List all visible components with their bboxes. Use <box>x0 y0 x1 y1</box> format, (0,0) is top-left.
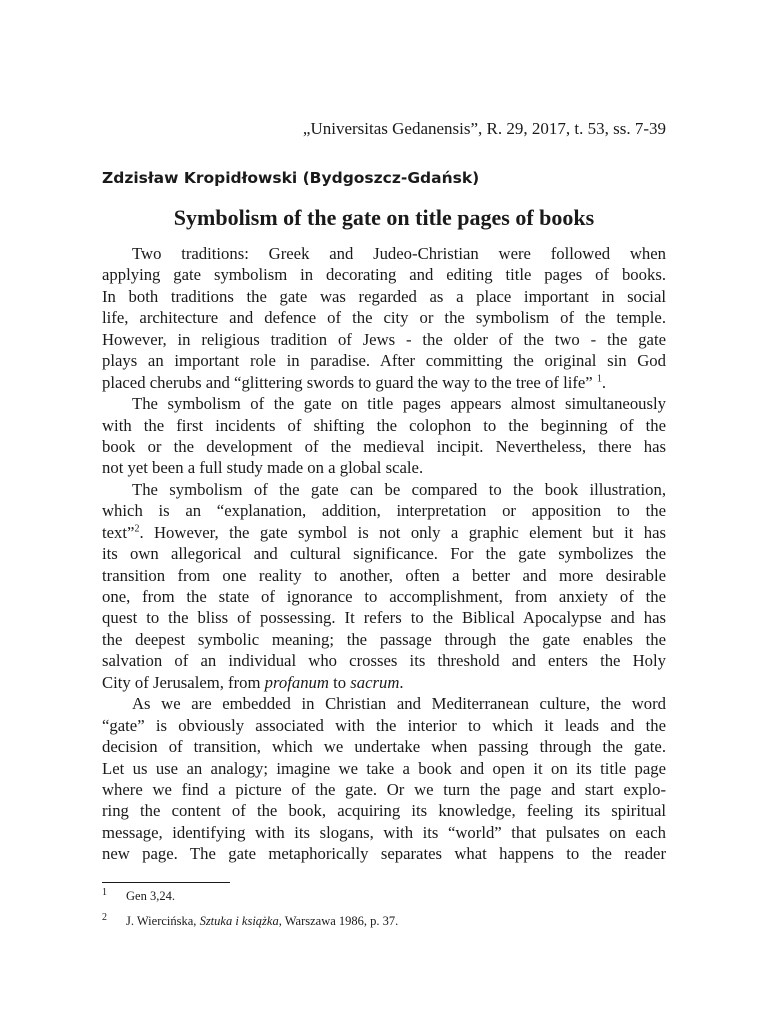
text-segment: . <box>601 372 607 392</box>
text-line: ring the content of the book, acquiring its knowledge, feeling its spiritual <box>102 801 666 821</box>
footnote-text: , Warszawa 1986, p. 37. <box>278 914 399 928</box>
text-line: new page. The gate metaphorically separates what happens to the reader <box>102 844 666 864</box>
italic-term: profanum <box>264 672 329 692</box>
text-segment: placed cherubs and “glittering swords to guard the way to the tree of life” <box>102 372 597 392</box>
journal-citation: „Universitas Gedanensis”, R. 29, 2017, t. 53, ss. 7-39 <box>302 119 666 138</box>
text-line: The symbolism of the gate on title pages appears almost simultaneously <box>132 394 666 414</box>
text-segment: . However, the gate symbol is not only a graphic element but it has <box>139 522 666 542</box>
text-line: plays an important role in paradise. After committing the original sin God <box>102 351 666 371</box>
text-segment: City of Jerusalem, from <box>102 672 265 692</box>
text-line: The symbolism of the gate can be compared to the book illustration, <box>132 479 666 499</box>
footnote-ref-1[interactable]: 1 <box>596 373 602 385</box>
body-text <box>102 243 666 865</box>
text-line: decision of transition, which we undertake when passing through the gate. <box>102 737 666 757</box>
footnote-text: J. Wiercińska, <box>126 914 200 928</box>
text-line: where we find a picture of the gate. Or we turn the page and start explo- <box>102 779 666 799</box>
text-line: applying gate symbolism in decorating and editing title pages of books. <box>102 265 666 285</box>
text-line: not yet been a full study made on a global scale. <box>102 458 424 478</box>
text-line: In both traditions the gate was regarded as a place important in social <box>102 286 666 306</box>
author-line: Zdzisław Kropidłowski (Bydgoszcz-Gdańsk) <box>102 169 480 187</box>
footnote-2: 2 J. Wiercińska, Sztuka i książka, Warszawa 1986, p. 37. <box>102 911 399 928</box>
italic-term: sacrum <box>350 672 400 692</box>
text-line: book or the development of the medieval incipit. Nevertheless, there has <box>102 436 666 456</box>
footnote-ref-2[interactable]: 2 <box>134 523 140 535</box>
text-line: the deepest symbolic meaning; the passage through the gate enables the <box>102 629 666 649</box>
text-line <box>102 672 666 693</box>
text-line: Two traditions: Greek and Judeo-Christian were followed when <box>132 244 666 263</box>
text-line: However, in religious tradition of Jews - the older of the two - the gate <box>102 329 666 349</box>
text-line: salvation of an individual who crosses its threshold and enters the Holy <box>102 651 666 671</box>
text-line: As we are embedded in Christian and Mediterranean culture, the word <box>132 694 666 714</box>
text-line: Let us use an analogy; imagine we take a book and open it on its title page <box>102 758 666 778</box>
text-line: transition from one reality to another, often a better and more desirable <box>102 565 666 585</box>
text-line: which is an “explanation, addition, interpretation or apposition to the <box>102 501 666 521</box>
text-line: quest to the bliss of possessing. It refers to the Biblical Apocalypse and has <box>102 608 666 628</box>
text-segment: text” <box>102 522 135 542</box>
article-title: Symbolism of the gate on title pages of books <box>173 205 595 230</box>
text-line: life, architecture and defence of the city or the symbolism of the temple. <box>102 308 666 328</box>
footnote-divider <box>102 882 230 883</box>
footnote-1: 1 Gen 3,24. <box>102 886 175 903</box>
text-line: its own allegorical and cultural significance. For the gate symbolizes the <box>102 544 666 564</box>
text-line <box>102 372 666 393</box>
text-line: one, from the state of ignorance to accomplishment, from anxiety of the <box>102 587 666 606</box>
text-line: message, identifying with its slogans, with its “world” that pulsates on each <box>102 822 666 842</box>
text-segment: to <box>328 672 351 692</box>
text-segment: . <box>399 672 404 692</box>
footnote-italic-title: Sztuka i książka <box>199 914 279 928</box>
footnote-text: Gen 3,24. <box>126 889 175 903</box>
text-line: with the first incidents of shifting the colophon to the beginning of the <box>102 415 666 435</box>
text-line <box>102 522 666 543</box>
text-line: “gate” is obviously associated with the interior to which it leads and the <box>102 715 666 735</box>
